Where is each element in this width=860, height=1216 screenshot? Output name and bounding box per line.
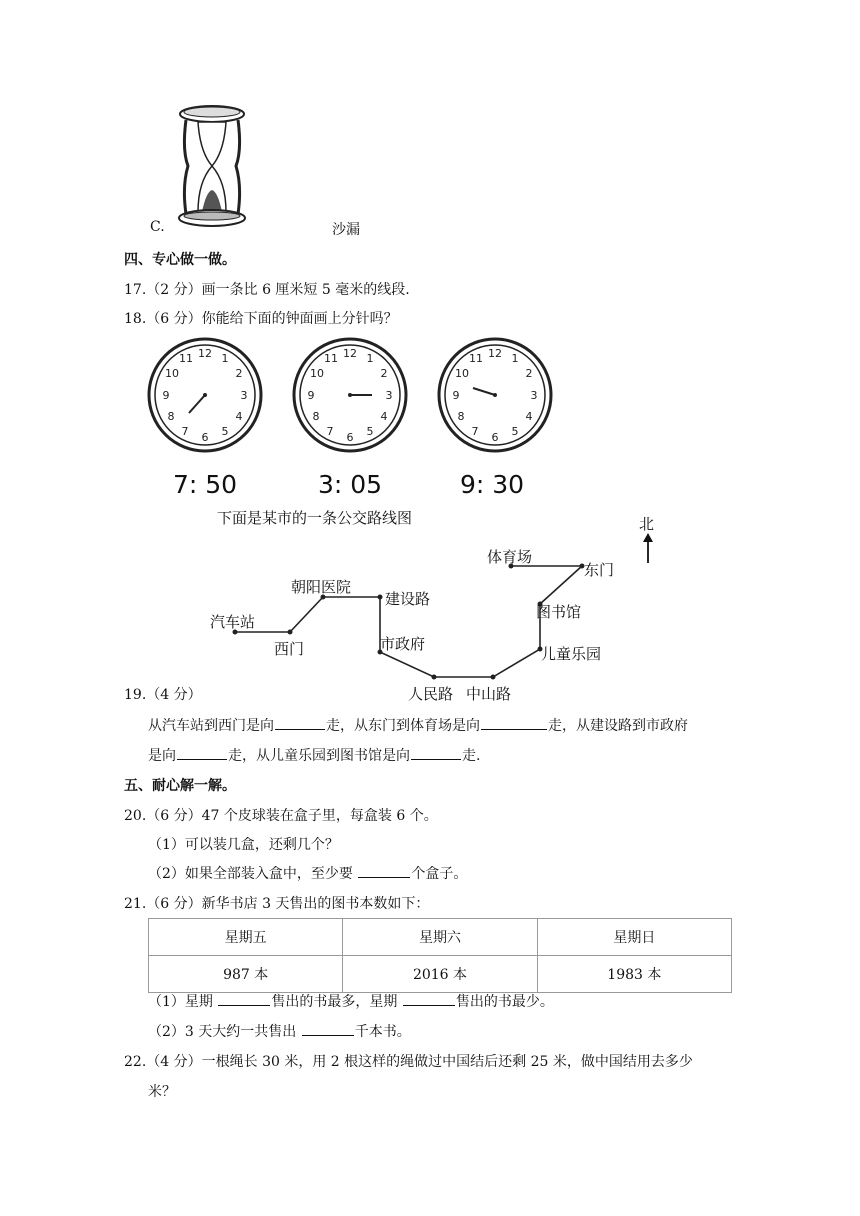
- stop-renmin-road: 人民路: [408, 685, 454, 703]
- svg-text:6: 6: [346, 431, 354, 444]
- answer-blank[interactable]: [218, 991, 270, 1006]
- table-cell: 1983 本: [537, 956, 731, 993]
- answer-blank[interactable]: [481, 715, 547, 730]
- svg-text:6: 6: [491, 431, 499, 444]
- option-c-letter: C.: [150, 219, 165, 235]
- table-row: [149, 956, 732, 993]
- clock-time-1: 7: 50: [173, 470, 238, 499]
- answer-blank[interactable]: [302, 1021, 354, 1036]
- svg-text:12: 12: [343, 347, 357, 360]
- svg-text:5: 5: [511, 425, 519, 438]
- svg-text:12: 12: [198, 347, 212, 360]
- svg-text:9: 9: [307, 389, 315, 402]
- svg-text:1: 1: [366, 352, 374, 365]
- question-22-line-1: 22.（4 分）一根绳长 30 米，用 2 根这样的绳做过中国结后还剩 25 米，做中国结用去多少: [124, 1054, 693, 1070]
- answer-blank[interactable]: [275, 715, 325, 730]
- question-21-sub-2: （2）3 天大约一共售出 千本书。: [148, 1021, 411, 1041]
- svg-text:6: 6: [201, 431, 209, 444]
- svg-text:12: 12: [488, 347, 502, 360]
- stop-dot-jianshe-road: [378, 595, 383, 600]
- svg-text:2: 2: [525, 367, 533, 380]
- stop-dot-zhongshan-road: [491, 675, 496, 680]
- clock-time-3: 9: 30: [460, 470, 525, 499]
- svg-text:1: 1: [221, 352, 229, 365]
- svg-text:8: 8: [312, 410, 320, 423]
- stop-west-gate: 西门: [274, 640, 305, 658]
- table-header-cell: 星期五: [149, 919, 343, 956]
- stop-zhongshan-road: 中山路: [466, 685, 512, 703]
- svg-text:7: 7: [471, 425, 479, 438]
- svg-text:3: 3: [240, 389, 248, 402]
- table-cell: 987 本: [149, 956, 343, 993]
- svg-text:4: 4: [235, 410, 243, 423]
- svg-text:10: 10: [455, 367, 469, 380]
- svg-text:2: 2: [380, 367, 388, 380]
- svg-text:9: 9: [452, 389, 460, 402]
- book-sales-table: [148, 918, 732, 993]
- answer-blank[interactable]: [358, 863, 410, 878]
- svg-text:7: 7: [326, 425, 334, 438]
- stop-city-hall: 市政府: [380, 635, 426, 653]
- question-20-sub-1: （1）可以装几盒，还剩几个？: [148, 837, 339, 853]
- question-21: 21.（6 分）新华书店 3 天售出的图书本数如下：: [124, 896, 430, 912]
- stop-jianshe-road: 建设路: [385, 590, 431, 608]
- svg-text:10: 10: [310, 367, 324, 380]
- svg-text:4: 4: [380, 410, 388, 423]
- svg-text:11: 11: [324, 352, 338, 365]
- option-c-caption: 沙漏: [332, 222, 360, 238]
- answer-blank[interactable]: [177, 745, 227, 760]
- svg-text:1: 1: [511, 352, 519, 365]
- svg-text:10: 10: [165, 367, 179, 380]
- svg-text:9: 9: [162, 389, 170, 402]
- section-4-title: 四、专心做一做。: [124, 252, 236, 268]
- stop-bus-station: 汽车站: [210, 613, 256, 631]
- stop-dot-west-gate: [288, 630, 293, 635]
- question-18: 18.（6 分）你能给下面的钟面画上分针吗？: [124, 311, 398, 327]
- stop-east-gate: 东门: [584, 561, 615, 579]
- stop-chaoyang-hospital: 朝阳医院: [291, 578, 352, 596]
- north-label: 北: [639, 515, 655, 533]
- question-19-line-2: 是向 走，从儿童乐园到图书馆是向 走.: [148, 745, 480, 765]
- table-cell: 2016 本: [343, 956, 537, 993]
- svg-text:2: 2: [235, 367, 243, 380]
- question-21-sub-1: （1）星期 售出的书最多，星期 售出的书最少。: [148, 991, 554, 1011]
- svg-text:8: 8: [167, 410, 175, 423]
- svg-text:5: 5: [366, 425, 374, 438]
- question-22-line-2: 米？: [148, 1084, 176, 1100]
- table-header-cell: 星期六: [343, 919, 537, 956]
- question-19-number: 19.（4 分）: [124, 687, 202, 703]
- question-20: 20.（6 分）47 个皮球装在盒子里，每盒装 6 个。: [124, 808, 438, 824]
- stop-childrens-park: 儿童乐园: [541, 645, 602, 663]
- table-header-row: [149, 919, 732, 956]
- stop-library: 图书馆: [536, 603, 582, 621]
- svg-text:4: 4: [525, 410, 533, 423]
- answer-blank[interactable]: [411, 745, 461, 760]
- map-title: 下面是某市的一条公交路线图: [217, 509, 413, 527]
- svg-text:7: 7: [181, 425, 189, 438]
- svg-text:5: 5: [221, 425, 229, 438]
- svg-text:11: 11: [469, 352, 483, 365]
- svg-text:11: 11: [179, 352, 193, 365]
- question-19-line-1: 从汽车站到西门是向 走，从东门到体育场是向 走，从建设路到市政府: [148, 715, 688, 735]
- answer-blank[interactable]: [403, 991, 455, 1006]
- table-header-cell: 星期日: [537, 919, 731, 956]
- stop-stadium: 体育场: [487, 548, 533, 566]
- question-17: 17.（2 分）画一条比 6 厘米短 5 毫米的线段.: [124, 282, 410, 298]
- section-5-title: 五、耐心解一解。: [124, 778, 236, 794]
- clock-time-2: 3: 05: [318, 470, 383, 499]
- stop-dot-renmin-road: [432, 675, 437, 680]
- question-20-sub-2: （2）如果全部装入盒中，至少要 个盒子。: [148, 863, 467, 883]
- svg-text:8: 8: [457, 410, 465, 423]
- svg-text:3: 3: [530, 389, 538, 402]
- svg-text:3: 3: [385, 389, 393, 402]
